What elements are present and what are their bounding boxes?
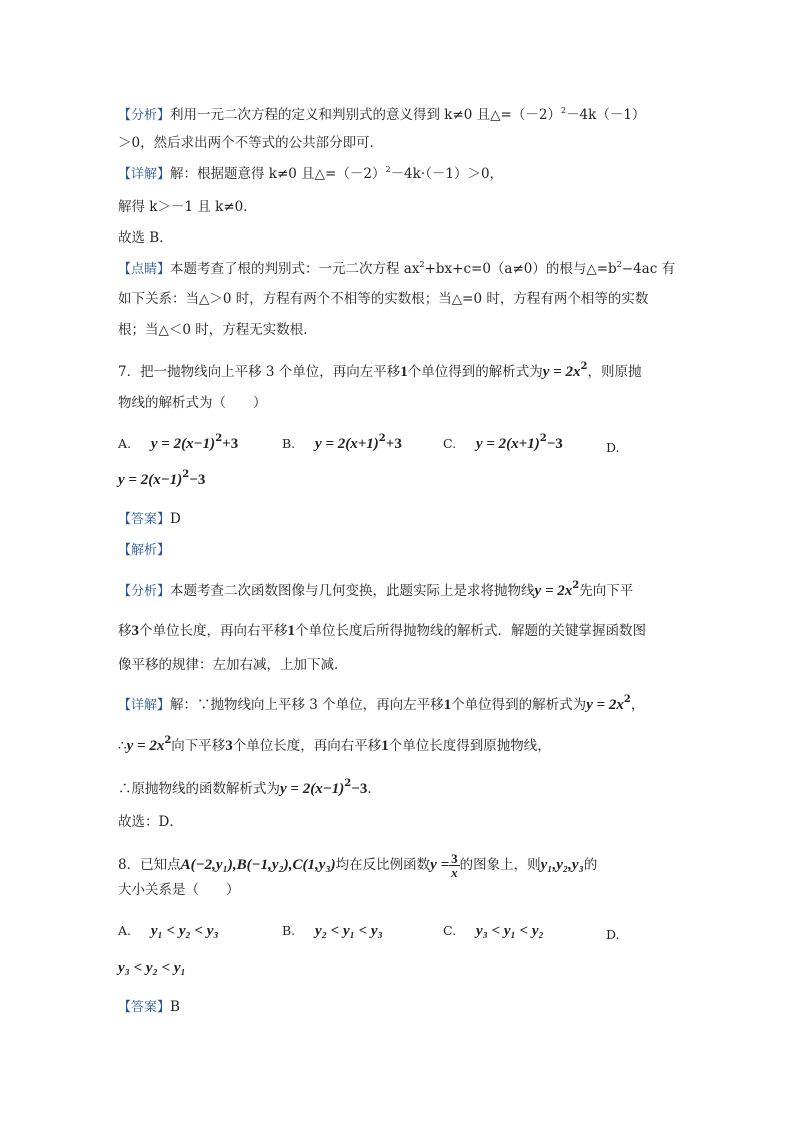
q7-detail-line2: ∴y = $2x^2$向下平移3个单位长度，再向右平移1个单位长度得到原抛物线，: [118, 735, 551, 754]
q8-option-b: B. y₂ < y₁ < y₃: [282, 923, 383, 939]
q7-stem-line2: 物线的解析式为（ ）: [118, 395, 267, 411]
q7-choose: 故选：D．: [118, 814, 183, 830]
q7-option-a: A. $y = 2(x-1)^2+3$: [118, 433, 239, 452]
detail-tag: 【详解】: [118, 167, 171, 182]
fraction-3-over-x: $\frac{3}{x}$: [451, 851, 458, 880]
q7-detail-line3: ∴原抛物线的函数解析式为$y = 2(x-1)^2-3$．: [118, 778, 381, 797]
q8-answer: 【答案】B: [118, 999, 180, 1015]
q8-option-a: A. y₁ < y₂ < y₃: [118, 923, 219, 939]
q8-stem-line2: 大小关系是（ ）: [118, 882, 240, 898]
q7-analysis-line2: 移3个单位长度，再向右平移1个单位长度后所得抛物线的解析式．解题的关键掌握函数图: [118, 623, 646, 639]
q6-detail-line2: 解得 k＞－1 且 k≠0．: [118, 199, 257, 215]
q6-comment-line3: 根；当△＜0 时，方程无实数根．: [118, 322, 317, 338]
q7-stem-line1: 7．把一抛物线向上平移 3 个单位，再向左平移1个单位得到的解析式为$y = 2x^2$，则原抛: [118, 361, 642, 380]
analysis-tag: 【分析】: [118, 108, 171, 123]
q7-analysis-line1: 【分析】本题考查二次函数图像与几何变换，此题实际上是求将抛物线$y = 2x^2$先向下平: [118, 580, 634, 599]
comment-tag: 【点睛】: [118, 262, 171, 277]
q6-comment-line1: 【点睛】本题考查了根的判别式：一元二次方程 $ax^2+bx+c=0(a\ne 0)$的根与$\triangle=b^2-4ac$ 有: [118, 260, 676, 277]
q8-option-d: y₃ < y₂ < y₁: [118, 960, 186, 976]
q8-option-c: C. y₃ < y₁ < y₂: [443, 923, 544, 939]
q6-analysis-line2: ＞0，然后求出两个不等式的公共部分即可．: [118, 135, 384, 151]
q8-points: A(−2,y₁),B(−1,y₂),C(1,y₃): [180, 857, 336, 873]
q7-jiexi-tag: 【解析】: [118, 543, 171, 558]
q8-option-d-label: D.: [606, 927, 620, 942]
q7-option-d-label: D.: [606, 440, 620, 455]
q6-detail-line1: 【详解】解：根据题意得 k≠0 且$\triangle=(-2)^2-4k\cdot(-1)>0$，: [118, 165, 504, 182]
q6-analysis-line1: 【分析】利用一元二次方程的定义和判别式的意义得到 k≠0 且$\triangle=(-2)^2-4k(-1)$: [118, 106, 646, 123]
q8-stem-line1: 8．已知点A(−2,y₁),B(−1,y₂),C(1,y₃)均在反比例函数y = $\frac{3}{x}$ 的图象上，则y₁,y₂,y₃的: [118, 851, 598, 880]
q7-detail-line1: 【详解】解：∵抛物线向上平移 3 个单位，再向左平移1个单位得到的解析式为$y = 2x^2$，: [118, 694, 645, 713]
q6-choose: 故选 B．: [118, 230, 173, 246]
q7-option-d: $y = 2(x-1)^2-3$: [118, 469, 206, 488]
q7-option-c: C. $y = 2(x+1)^2-3$: [443, 433, 563, 452]
q7-option-b: B. $y = 2(x+1)^2+3$: [282, 433, 402, 452]
q7-analysis-line3: 像平移的规律：左加右减，上加下减．: [118, 657, 348, 673]
q6-comment-line2: 如下关系：当△＞0 时，方程有两个不相等的实数根；当△=0 时，方程有两个相等的实数: [118, 291, 649, 307]
q7-answer: 【答案】D: [118, 511, 181, 527]
